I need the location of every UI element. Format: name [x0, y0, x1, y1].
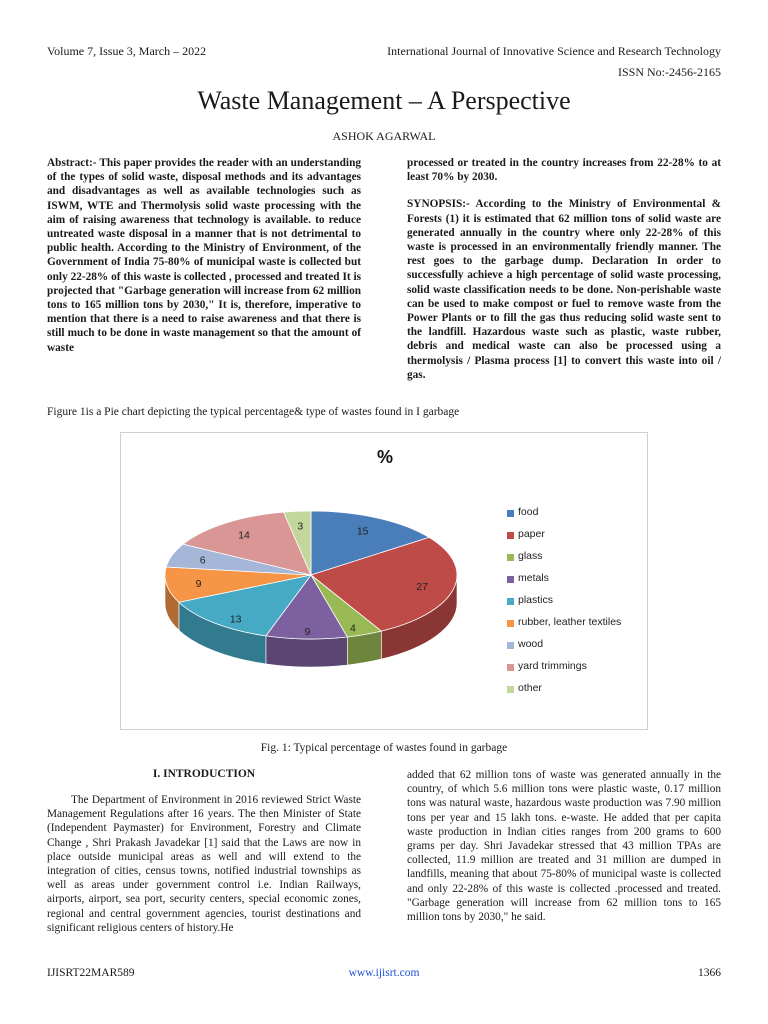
introduction-right — [407, 768, 721, 924]
author: ASHOK AGARWAL — [332, 129, 436, 143]
abstract — [47, 156, 361, 355]
legend-label-yard-trimmings: yard trimmings — [518, 660, 587, 672]
abstract-text: This paper provides the reader with an understanding of the types of solid waste, disposal methods and its advantages and disadvantages as well as available technologies such as ISWM, WTE and Thermolysis solid waste processing with the aim of raising awareness that technology is available. to reduce untreated waste disposal in a manner that is not detrimental to public health. According to the Ministry of Environment, of the Government of India 75-80% of municipal waste is collected but only 22-28% of this waste is collected , processed and treated It is projected that "Garbage generation will increase from 62 million tons to 165 million tons by 2030," It is, therefore, imperative to mention that there is a need to raise awareness and that there is still much to be done in waste management so that the amount of waste — [47, 157, 361, 354]
figure-caption: Fig. 1: Typical percentage of wastes found in garbage — [260, 742, 508, 754]
legend-swatch-other — [507, 686, 514, 693]
pie-data-label-wood: 6 — [199, 554, 206, 567]
header-volume: Volume 7, Issue 3, March – 2022 — [47, 44, 207, 58]
pie-chart — [120, 432, 648, 730]
introduction-left-text: The Department of Environment in 2016 reviewed Strict Waste Management Regulations after 16 years. The then Minister of State (Independent Paymaster) for Environment, Forestry and Climate Change , Shri Prakash Javadekar [1] said that the Laws are now in place outside municipal areas as well and will extend to the integration of cities, census towns, notified industrial townships as well as areas under government control i.e. Indian Railways, airports, airport, sea port, security centers, special economic zones, regional and central government agencies, tourist destinations and significant religious centers of history.He — [47, 794, 361, 934]
section-heading-introduction: I. INTRODUCTION — [152, 768, 256, 780]
pie-data-label-metals: 9 — [304, 625, 311, 638]
pie-data-label-rubber-leather-textiles: 9 — [195, 577, 202, 590]
abstract-continued-column — [407, 156, 721, 382]
figure-intro: Figure 1is a Pie chart depicting the typical percentage& type of wastes found in I garbage — [47, 406, 460, 418]
footer-website-link[interactable]: www.ijisrt.com — [348, 967, 420, 979]
legend-swatch-plastics — [507, 598, 514, 605]
header-journal: International Journal of Innovative Science and Research Technology — [387, 44, 721, 58]
pie-data-label-other: 3 — [297, 520, 304, 533]
abstract-continued: processed or treated in the country increases from 22-28% to at least 70% by 2030. — [407, 157, 721, 184]
synopsis: SYNOPSIS:- According to the Ministry of Environmental & Forests (1) it is estimated that 62 million tons of solid waste are generated annually in the country where only 22-28% of this waste is processed in an environmentally friendly manner. The rest goes to the garbage dump. Declaration In order to successfully achieve a high percentage of solid waste processing, solid waste classification needs to be done. Non-perishable waste can be used to make compost or fuel to remove waste from the Power Plants or to fill the gas thus reducing solid waste sent to the landfill. Hazardous waste such as plastic, waste rubber, debris and medical waste can also be processed using a thermolysis / Plasma process [1] to convert this waste into oil / gas. — [407, 198, 721, 381]
paper-title: Waste Management – A Perspective — [197, 86, 571, 115]
introduction-left — [47, 793, 361, 935]
pie-data-label-food: 15 — [356, 525, 369, 538]
legend-label-metals: metals — [518, 572, 549, 584]
legend-swatch-paper — [507, 532, 514, 539]
abstract-label: Abstract:- — [47, 157, 97, 169]
legend-label-other: other — [518, 682, 542, 694]
legend-label-wood: wood — [518, 638, 544, 650]
legend-swatch-food — [507, 510, 514, 517]
legend-swatch-rubber-leather-textiles — [507, 620, 514, 627]
legend-swatch-metals — [507, 576, 514, 583]
pie-data-label-plastics: 13 — [229, 613, 242, 626]
footer-paper-id: IJISRT22MAR589 — [47, 967, 135, 979]
legend-label-rubber-leather-textiles: rubber, leather textiles — [518, 616, 622, 628]
header-issn: ISSN No:-2456-2165 — [617, 65, 721, 79]
pie-chart-svg — [121, 433, 647, 729]
footer-page-number: 1366 — [698, 967, 721, 979]
introduction-right-text: added that 62 million tons of waste was generated annually in the country, of which 5.6 million tons were plastic waste, 0.17 million tons was natural waste, hazardous waste production was 7.90 million tons per year and 15 lakh tons. e-waste. He added that per capita waste production in Indian cities ranges from 200 grams to 600 grams per day. Shri Javadekar stressed that 43 million TPAs are collected, 11.9 million are treated and 31 million are dumped in landfills, meaning that about 75-80% of municipal waste is collected and only 22-28% of this waste is collected .processed and treated. "Garbage generation will increase from 62 million tons to 165 million tons by 2030," he said. — [407, 769, 721, 924]
legend-label-paper: paper — [518, 528, 545, 540]
legend-label-food: food — [518, 506, 539, 518]
pie-data-label-paper: 27 — [416, 580, 428, 593]
legend-label-glass: glass — [518, 550, 543, 562]
legend-label-plastics: plastics — [518, 594, 554, 606]
chart-title: % — [376, 447, 394, 467]
pie-data-label-glass: 4 — [350, 622, 356, 635]
legend-swatch-glass — [507, 554, 514, 561]
legend-swatch-yard-trimmings — [507, 664, 514, 671]
pie-data-label-yard-trimmings: 14 — [238, 529, 250, 542]
legend-swatch-wood — [507, 642, 514, 649]
pie-side-metals — [266, 636, 347, 667]
